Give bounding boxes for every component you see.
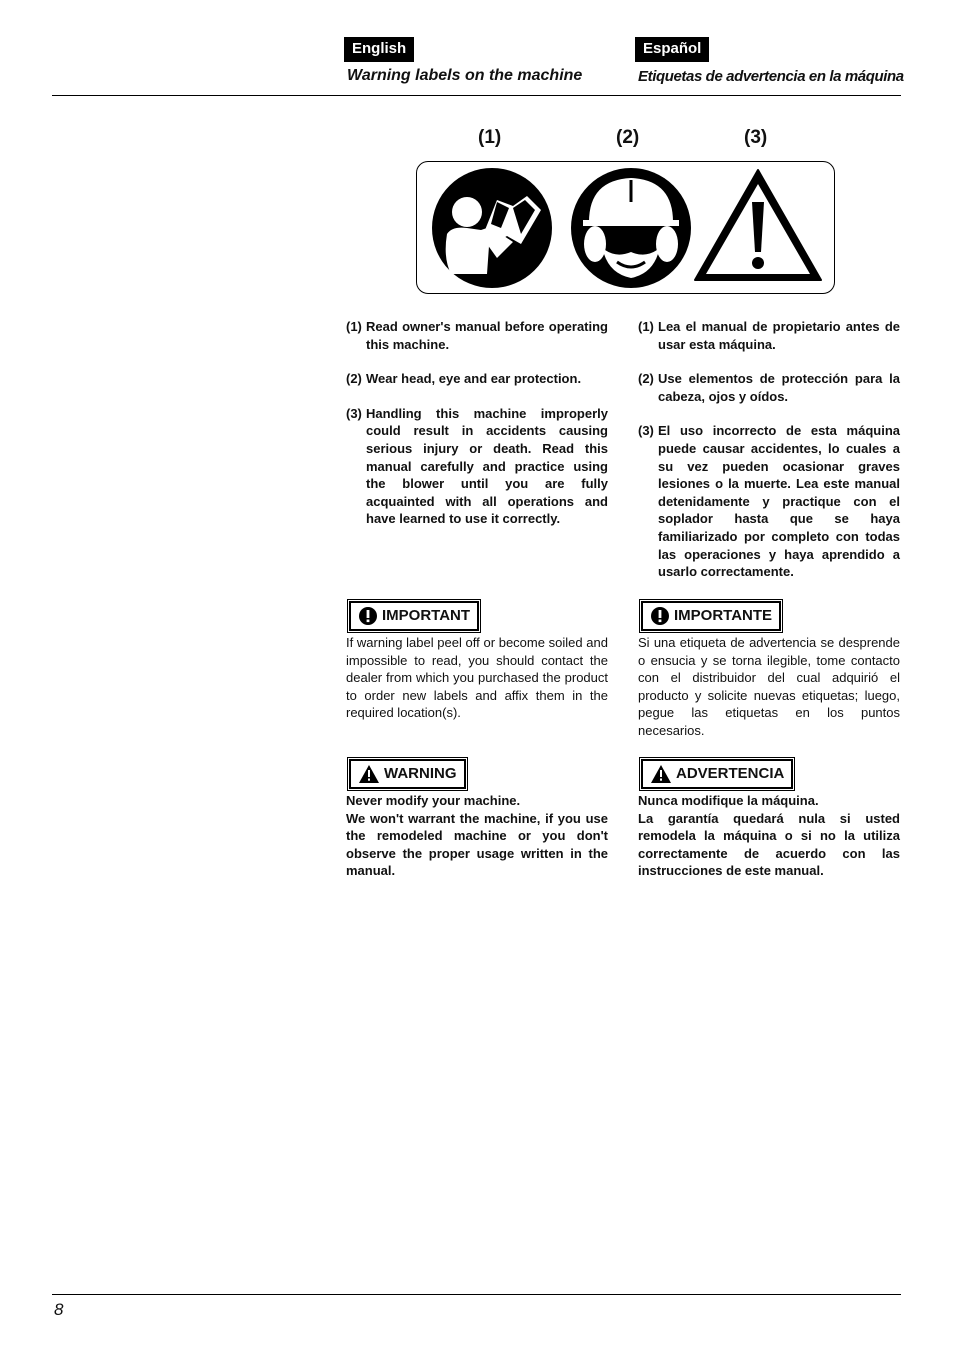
section-title-spanish: Etiquetas de advertencia en la máquina [638,68,904,85]
english-label-list [346,318,608,545]
list-item: (3) El uso incorrecto de esta máquina puede causar accidentes, lo cuales a su vez pueden ocasionar graves lesiones o la muerte. Lea este manual detenidamente y practique con el soplador hasta que se haya familiarizado por completo con todas las operaciones y haya aprendido a usarlo correctamente. [638,423,900,580]
header-rule [52,95,901,96]
important-notice-spanish [641,601,781,631]
warning-notice-spanish [641,759,793,789]
footer-rule [52,1294,901,1295]
figure-label-2: (2) [616,127,640,148]
warning-notice-english [349,759,466,789]
lang-tag-spanish: Español [635,37,709,62]
warning-triangle-icon [695,170,821,280]
list-item: (1) Lea el manual de propietario antes de usar esta máquina. [638,319,900,352]
exclamation-circle-icon [359,607,377,625]
page-number: 8 [54,1300,64,1319]
warning-body: La garantía quedará nula si usted remodela la máquina o si no la utiliza correctamente de acuerdo con las instrucciones de este manual. [638,810,900,879]
warning-text-english [346,792,608,880]
warning-body: We won't warrant the machine, if you use the remodeled machine or you don't observe the proper usage written in the manual. [346,810,608,879]
list-item: (2) Wear head, eye and ear protection. [346,371,582,387]
warning-label: WARNING [384,765,457,782]
important-label: IMPORTANT [382,607,471,624]
warning-heading: Never modify your machine. [346,793,521,808]
warning-labels-panel [416,161,835,294]
read-manual-icon [432,168,552,288]
spanish-label-list [638,318,900,598]
warning-label: ADVERTENCIA [676,765,785,782]
important-text-english: If warning label peel off or become soiled and impossible to read, you should contact the dealer from which you purchased the product to order new labels and affix them in the required location(s). [346,635,608,721]
exclamation-circle-icon [651,607,669,625]
warning-text-spanish [638,792,900,880]
head-eye-ear-protection-icon [571,168,691,288]
list-item: (2) Use elementos de protección para la cabeza, ojos y oídos. [638,371,900,404]
list-item: (3) Handling this machine improperly could result in accidents causing serious injury or death. Read this manual carefully and practice using the blower until you are fully acquainted with all operations and have learned to use it correctly. [346,405,608,527]
figure-label-1: (1) [478,127,502,148]
figure-label-3: (3) [744,127,768,148]
warning-heading: Nunca modifique la máquina. [638,793,819,808]
warning-triangle-icon [651,765,671,783]
list-item: (1) Read owner's manual before operating this machine. [346,319,608,352]
warning-triangle-icon [359,765,379,783]
important-text-spanish: Si una etiqueta de advertencia se desprende o ensucia y se torna ilegible, tome contacto con el distribuidor del cual adquirió el producto y solicite nuevas etiquetas; luego, pegue las etiquetas en los puntos necesarios. [638,635,900,738]
lang-tag-english: English [344,37,414,62]
section-title-english: Warning labels on the machine [347,67,583,84]
important-label: IMPORTANTE [674,607,773,624]
important-notice-english [349,601,479,631]
